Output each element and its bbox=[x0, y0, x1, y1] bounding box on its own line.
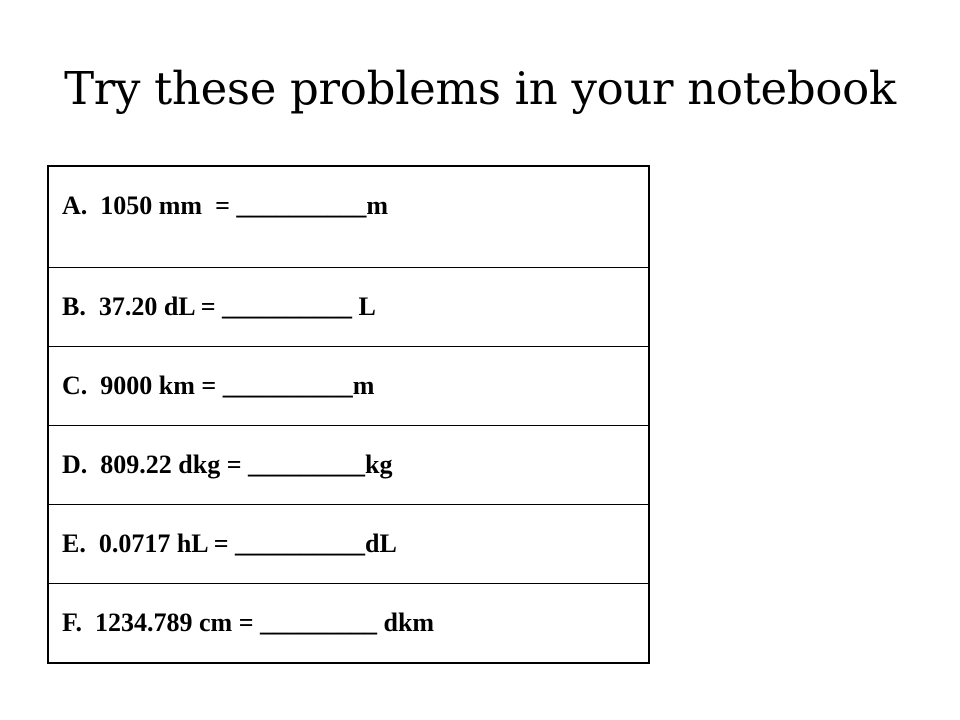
problem-f: F. 1234.789 cm = _________ dkm bbox=[48, 584, 649, 664]
problem-d: D. 809.22 dkg = _________kg bbox=[48, 426, 649, 505]
problem-c: C. 9000 km = __________m bbox=[48, 347, 649, 426]
table-row bbox=[48, 268, 649, 347]
table-row bbox=[48, 166, 649, 268]
table-row bbox=[48, 426, 649, 505]
table-row bbox=[48, 347, 649, 426]
problem-b: B. 37.20 dL = __________ L bbox=[48, 268, 649, 347]
problem-a: A. 1050 mm = __________m bbox=[48, 166, 649, 268]
problems-table bbox=[47, 165, 650, 664]
table-row bbox=[48, 584, 649, 664]
problem-e: E. 0.0717 hL = __________dL bbox=[48, 505, 649, 584]
page-title: Try these problems in your notebook bbox=[64, 62, 896, 115]
table-row bbox=[48, 505, 649, 584]
